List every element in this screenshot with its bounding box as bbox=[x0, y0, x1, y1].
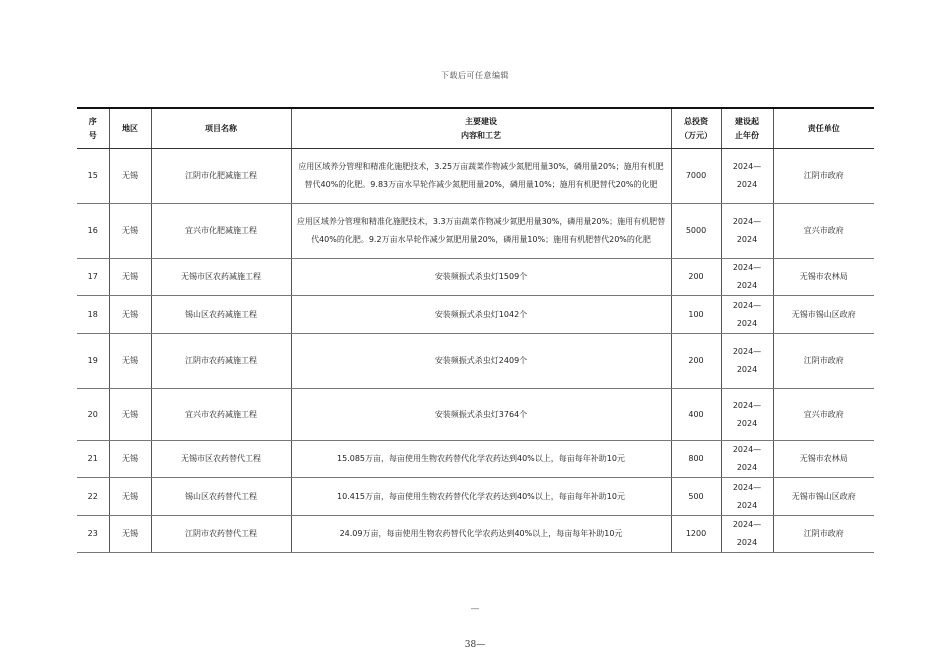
header-region: 地区 bbox=[109, 108, 151, 149]
cell-region: 无锡 bbox=[109, 204, 151, 259]
table-row bbox=[77, 334, 874, 389]
table-row bbox=[77, 296, 874, 334]
cell-project-name: 宜兴市农药减施工程 bbox=[151, 389, 291, 441]
project-table bbox=[77, 107, 874, 553]
cell-seq: 16 bbox=[77, 204, 109, 259]
cell-content: 安装频振式杀虫灯1509个 bbox=[291, 259, 671, 296]
cell-seq: 19 bbox=[77, 334, 109, 389]
cell-region: 无锡 bbox=[109, 516, 151, 553]
cell-investment: 200 bbox=[671, 334, 721, 389]
header-investment-line2: （万元） bbox=[680, 130, 712, 140]
table-header-row bbox=[77, 108, 874, 149]
cell-seq: 23 bbox=[77, 516, 109, 553]
cell-investment: 200 bbox=[671, 259, 721, 296]
header-content bbox=[291, 108, 671, 149]
cell-unit: 无锡市锡山区政府 bbox=[773, 478, 874, 516]
header-content-line2: 内容和工艺 bbox=[461, 130, 501, 140]
table-row bbox=[77, 149, 874, 204]
cell-period: 2024—2024 bbox=[721, 204, 773, 259]
cell-investment: 800 bbox=[671, 441, 721, 478]
page-number: 38— bbox=[464, 640, 486, 650]
cell-project-name: 江阴市农药替代工程 bbox=[151, 516, 291, 553]
cell-content: 安装频振式杀虫灯2409个 bbox=[291, 334, 671, 389]
cell-seq: 17 bbox=[77, 259, 109, 296]
table-row bbox=[77, 441, 874, 478]
header-project-name: 项目名称 bbox=[151, 108, 291, 149]
table-row bbox=[77, 478, 874, 516]
table-row bbox=[77, 204, 874, 259]
header-seq-text: 序号 bbox=[88, 116, 97, 140]
cell-region: 无锡 bbox=[109, 334, 151, 389]
cell-seq: 20 bbox=[77, 389, 109, 441]
header-seq bbox=[77, 108, 109, 149]
cell-investment: 5000 bbox=[671, 204, 721, 259]
cell-content: 24.09万亩，每亩使用生物农药替代化学农药达到40%以上，每亩每年补助10元 bbox=[291, 516, 671, 553]
cell-unit: 江阴市政府 bbox=[773, 516, 874, 553]
cell-period: 2024—2024 bbox=[721, 334, 773, 389]
cell-content: 15.085万亩，每亩使用生物农药替代化学农药达到40%以上，每亩每年补助10元 bbox=[291, 441, 671, 478]
header-unit: 责任单位 bbox=[773, 108, 874, 149]
cell-region: 无锡 bbox=[109, 441, 151, 478]
cell-region: 无锡 bbox=[109, 149, 151, 204]
cell-unit: 无锡市农林局 bbox=[773, 259, 874, 296]
cell-seq: 18 bbox=[77, 296, 109, 334]
cell-unit: 江阴市政府 bbox=[773, 334, 874, 389]
cell-content: 安装频振式杀虫灯3764个 bbox=[291, 389, 671, 441]
table-row bbox=[77, 516, 874, 553]
cell-region: 无锡 bbox=[109, 296, 151, 334]
cell-period: 2024—2024 bbox=[721, 441, 773, 478]
header-period-line1: 建设起 bbox=[735, 116, 759, 126]
cell-project-name: 无锡市区农药替代工程 bbox=[151, 441, 291, 478]
cell-seq: 21 bbox=[77, 441, 109, 478]
cell-unit: 无锡市锡山区政府 bbox=[773, 296, 874, 334]
cell-project-name: 江阴市化肥减施工程 bbox=[151, 149, 291, 204]
cell-period: 2024—2024 bbox=[721, 389, 773, 441]
cell-period: 2024—2024 bbox=[721, 259, 773, 296]
cell-period: 2024—2024 bbox=[721, 478, 773, 516]
cell-unit: 无锡市农林局 bbox=[773, 441, 874, 478]
cell-investment: 500 bbox=[671, 478, 721, 516]
header-period-line2: 止年份 bbox=[735, 130, 759, 140]
cell-investment: 1200 bbox=[671, 516, 721, 553]
cell-period: 2024—2024 bbox=[721, 149, 773, 204]
cell-content: 10.415万亩，每亩使用生物农药替代化学农药达到40%以上，每亩每年补助10元 bbox=[291, 478, 671, 516]
cell-unit: 江阴市政府 bbox=[773, 149, 874, 204]
cell-project-name: 锡山区农药替代工程 bbox=[151, 478, 291, 516]
table-row bbox=[77, 389, 874, 441]
cell-period: 2024—2024 bbox=[721, 516, 773, 553]
table-row bbox=[77, 259, 874, 296]
header-content-line1: 主要建设 bbox=[465, 116, 497, 126]
cell-project-name: 无锡市区农药减施工程 bbox=[151, 259, 291, 296]
cell-content: 应用区域养分管理和精准化施肥技术，3.25万亩蔬菜作物减少氮肥用量30%，磷用量20%；施用有机肥替代40%的化肥。9.83万亩水旱轮作减少氮肥用量20%，磷用量10%；施用有机肥替代20%的化肥 bbox=[291, 149, 671, 204]
cell-content: 安装频振式杀虫灯1042个 bbox=[291, 296, 671, 334]
cell-period: 2024—2024 bbox=[721, 296, 773, 334]
header-period bbox=[721, 108, 773, 149]
cell-investment: 100 bbox=[671, 296, 721, 334]
cell-investment: 400 bbox=[671, 389, 721, 441]
cell-seq: 22 bbox=[77, 478, 109, 516]
cell-region: 无锡 bbox=[109, 478, 151, 516]
cell-project-name: 锡山区农药减施工程 bbox=[151, 296, 291, 334]
cell-region: 无锡 bbox=[109, 389, 151, 441]
header-note: 下载后可任意编辑 bbox=[441, 71, 509, 80]
cell-content: 应用区域养分管理和精准化施肥技术，3.3万亩蔬菜作物减少氮肥用量30%，磷用量20%；施用有机肥替代40%的化肥。9.2万亩水旱轮作减少氮肥用量20%，磷用量10%；施用有机肥替代20%的化肥 bbox=[291, 204, 671, 259]
cell-project-name: 江阴市农药减施工程 bbox=[151, 334, 291, 389]
cell-investment: 7000 bbox=[671, 149, 721, 204]
header-investment-line1: 总投资 bbox=[684, 116, 708, 126]
cell-unit: 宜兴市政府 bbox=[773, 204, 874, 259]
header-investment bbox=[671, 108, 721, 149]
footer-dash: — bbox=[470, 604, 480, 614]
cell-project-name: 宜兴市化肥减施工程 bbox=[151, 204, 291, 259]
cell-seq: 15 bbox=[77, 149, 109, 204]
cell-region: 无锡 bbox=[109, 259, 151, 296]
cell-unit: 宜兴市政府 bbox=[773, 389, 874, 441]
